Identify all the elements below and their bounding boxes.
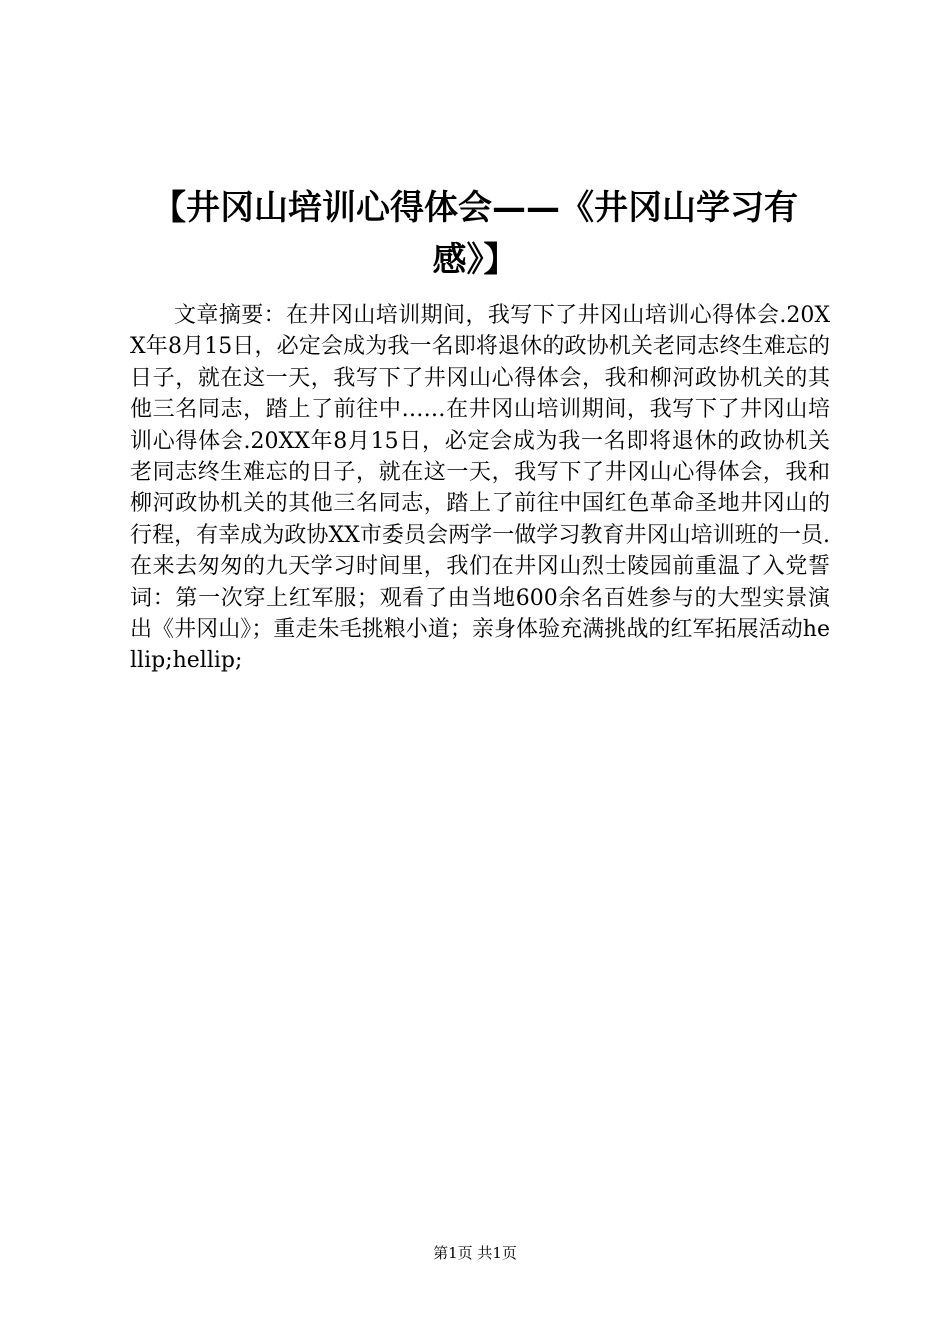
document-title: 【井冈山培训心得体会——《井冈山学习有感》】 — [152, 188, 798, 280]
page-number-footer: 第1页 共1页 — [433, 1244, 517, 1262]
document-body-paragraph: 文章摘要：在井冈山培训期间，我写下了井冈山培训心得体会.20XX年8月15日，必定会成为我一名即将退休的政协机关老同志终生难忘的日子，就在这一天，我写下了井冈山心得体会，我和柳河政协机关的其他三名同志，踏上了前往中……在井冈山培训期间，我写下了井冈山培训心得体会.20XX年8月15日，必定会成为我一名即将退休的政协机关老同志终生难忘的日子，就在这一天，我写下了井冈山心得体会，我和柳河政协机关的其他三名同志，踏上了前往中国红色革命圣地井冈山的行程，有幸成为政协XX市委员会两学一做学习教育井冈山培训班的一员.在来去匆匆的九天学习时间里，我们在井冈山烈士陵园前重温了入党誓词：第一次穿上红军服；观看了由当地600余名百姓参与的大型实景演出《井冈山》；重走朱毛挑粮小道；亲身体验充满挑战的红军拓展活动hellip;hellip; — [130, 303, 830, 674]
